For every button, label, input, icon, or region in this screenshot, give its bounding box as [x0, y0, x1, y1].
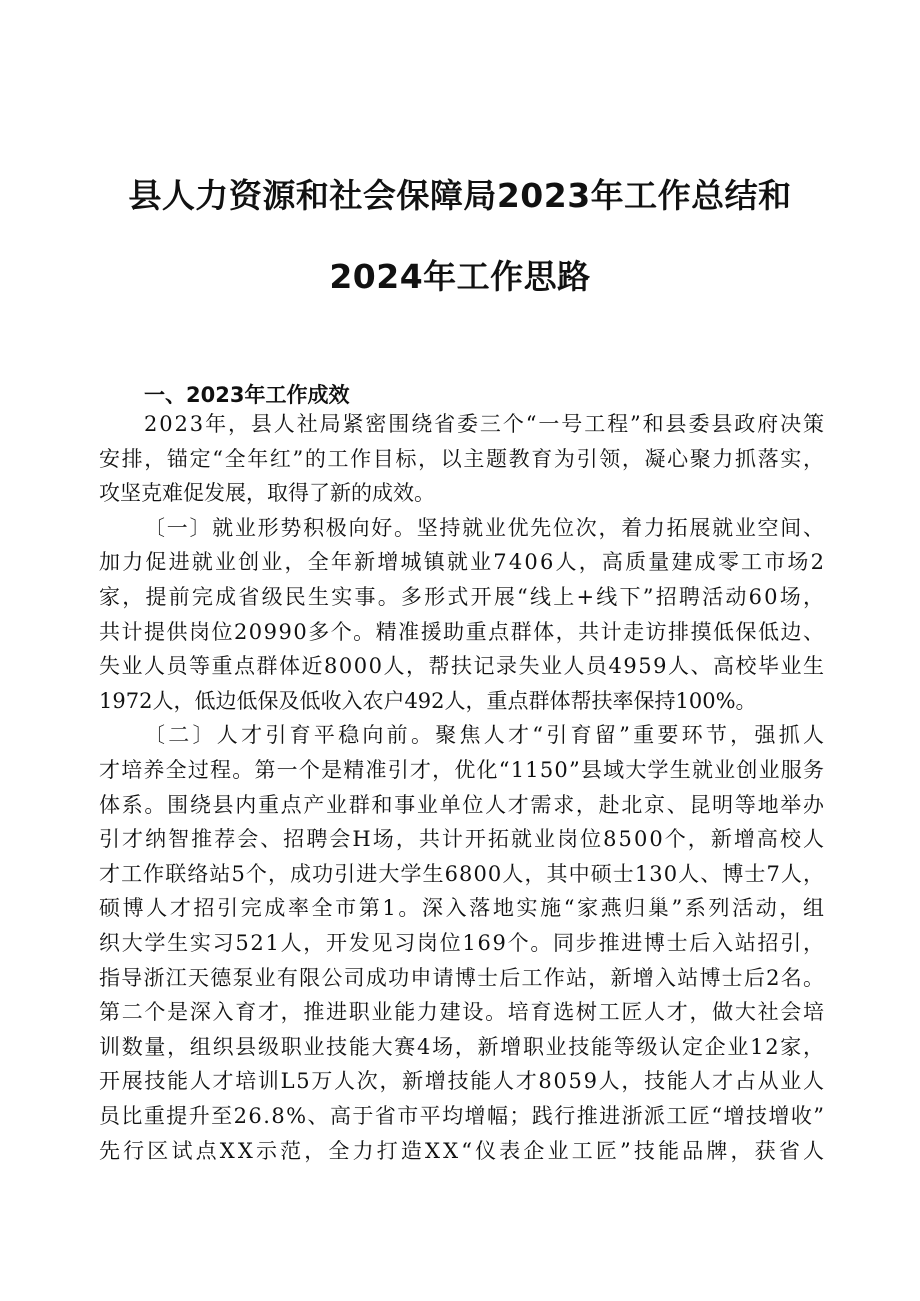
body-line: 指导浙江天德泵业有限公司成功申请博士后工作站，新增入站博士后2名。	[99, 965, 826, 990]
body-line: 织大学生实习521人，开发见习岗位169个。同步推进博士后入站招引，	[99, 931, 826, 955]
body-line: 2023年，县人社局紧密围绕省委三个“一号工程”和县委县政府决策	[144, 412, 826, 436]
body-line: 引才纳智推荐会、招聘会H场，共计开拓就业岗位8500个，新增高校人	[99, 827, 827, 852]
body-line: 加力促进就业创业，全年新增城镇就业7406人，高质量建成零工市场2	[99, 550, 827, 575]
body-line: 第二个是深入育才，推进职业能力建设。培育选树工匠人才，做大社会培	[99, 1000, 826, 1025]
section-heading-achievements: 一、2023年工作成效	[144, 383, 350, 407]
body-line: 攻坚克难促发展，取得了新的成效。	[99, 481, 435, 506]
body-line: 失业人员等重点群体近8000人，帮扶记录失业人员4959人、高校毕业生	[99, 654, 826, 679]
body-line: 体系。围绕县内重点产业群和事业单位人才需求，赴北京、昆明等地举办	[99, 792, 826, 817]
body-line: 〔二〕人才引育平稳向前。聚焦人才“引育留”重要环节，强抓人	[144, 723, 828, 748]
body-line: 才工作联络站5个，成功引进大学生6800人，其中硕士130人、博士7人，	[99, 861, 826, 886]
body-line: 硕博人才招引完成率全市第1。深入落地实施“家燕归巢”系列活动，组	[99, 896, 827, 921]
body-line: 安排，锚定“全年红”的工作目标，以主题教育为引领，凝心聚力抓落实，	[99, 446, 826, 471]
document-title-line-1: 县人力资源和社会保障局2023年工作总结和	[128, 176, 792, 215]
body-line: 1972人，低边低保及低收入农户492人，重点群体帮扶率保持100%。	[99, 688, 757, 713]
body-line: 训数量，组织县级职业技能大赛4场，新增职业技能等级认定企业12家，	[99, 1034, 826, 1059]
body-line: 员比重提升至26.8%、高于省市平均增幅；践行推进浙派工匠“增技增收”	[99, 1104, 826, 1128]
document-title-line-2: 2024年工作思路	[329, 257, 591, 296]
body-line: 共计提供岗位20990多个。精准援助重点群体，共计走访排摸低保低边、	[99, 619, 826, 644]
body-line: 〔一〕就业形势积极向好。坚持就业优先位次，着力拓展就业空间、	[144, 515, 826, 540]
body-line: 开展技能人才培训L5万人次，新增技能人才8059人，技能人才占从业人	[99, 1069, 826, 1094]
body-line: 先行区试点XX示范，全力打造XX“仪表企业工匠”技能品牌，获省人	[99, 1138, 828, 1163]
body-line: 才培养全过程。第一个是精准引才，优化“1150”县域大学生就业创业服务	[99, 758, 826, 782]
body-line: 家，提前完成省级民生实事。多形式开展“线上+线下”招聘活动60场，	[99, 585, 827, 609]
